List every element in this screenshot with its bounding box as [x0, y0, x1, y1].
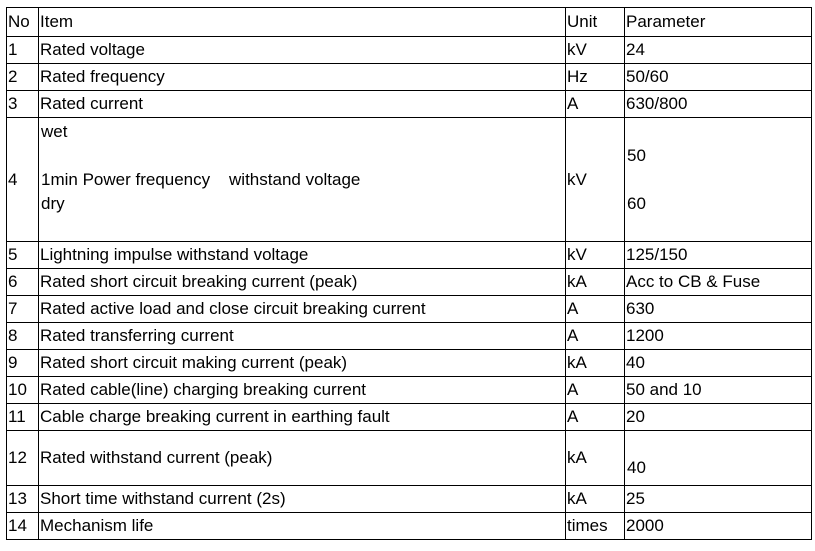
row-item: Rated current [39, 91, 566, 118]
row-item-wet: wet [41, 121, 68, 141]
row-unit: kA [566, 431, 625, 486]
row-no: 10 [7, 377, 39, 404]
row-parameter: 40 [625, 350, 812, 377]
header-unit: Unit [566, 8, 625, 37]
row-unit: A [566, 377, 625, 404]
row-no: 1 [7, 37, 39, 64]
row-unit: A [566, 323, 625, 350]
row-unit: A [566, 404, 625, 431]
row-parameter: 24 [625, 37, 812, 64]
table-row [7, 513, 812, 540]
row-parameter-wet: 50 [627, 145, 646, 165]
row-unit: A [566, 296, 625, 323]
row-parameter: 40 [627, 457, 646, 477]
row-parameter: 630 [625, 296, 812, 323]
table-row [7, 486, 812, 513]
table-row [7, 350, 812, 377]
table-row [7, 269, 812, 296]
row-item-dry: dry [41, 193, 65, 213]
row-no: 4 [7, 118, 39, 242]
row-item: Lightning impulse withstand voltage [39, 242, 566, 269]
table-row [7, 296, 812, 323]
row-no: 13 [7, 486, 39, 513]
table-row [7, 377, 812, 404]
row-unit: times [566, 513, 625, 540]
row-item: Rated short circuit breaking current (peak) [39, 269, 566, 296]
row-no: 12 [7, 431, 39, 486]
header-item: Item [39, 8, 566, 37]
table-row [7, 404, 812, 431]
table-row [7, 323, 812, 350]
table-row [7, 242, 812, 269]
row-item: Rated transferring current [39, 323, 566, 350]
row-no: 2 [7, 64, 39, 91]
row-item: Rated cable(line) charging breaking current [39, 377, 566, 404]
table-row [7, 64, 812, 91]
parameters-table [6, 7, 812, 540]
row-parameter: 1200 [625, 323, 812, 350]
table-row [7, 431, 812, 486]
row-item: Rated short circuit making current (peak) [39, 350, 566, 377]
row-unit: kA [566, 486, 625, 513]
row-parameter: 50/60 [625, 64, 812, 91]
row-item: Rated frequency [39, 64, 566, 91]
row-no: 8 [7, 323, 39, 350]
row-parameter-stack [625, 118, 812, 242]
table-row [7, 37, 812, 64]
row-item: Rated voltage [39, 37, 566, 64]
table-row [7, 118, 812, 242]
header-no: No [7, 8, 39, 37]
row-no: 3 [7, 91, 39, 118]
row-parameter: 50 and 10 [625, 377, 812, 404]
row-parameter: 630/800 [625, 91, 812, 118]
row-parameter: Acc to CB & Fuse [625, 269, 812, 296]
row-no: 5 [7, 242, 39, 269]
row-no: 7 [7, 296, 39, 323]
row-item: Mechanism life [39, 513, 566, 540]
row-unit: kV [566, 242, 625, 269]
row-parameter-cell [625, 431, 812, 486]
row-item: Short time withstand current (2s) [39, 486, 566, 513]
row-parameter-dry: 60 [627, 193, 646, 213]
row-no: 6 [7, 269, 39, 296]
row-unit: kA [566, 269, 625, 296]
row-item: Rated active load and close circuit breaking current [39, 296, 566, 323]
table-header-row [7, 8, 812, 37]
row-parameter: 2000 [625, 513, 812, 540]
table-row [7, 91, 812, 118]
row-unit: A [566, 91, 625, 118]
row-no: 14 [7, 513, 39, 540]
row-item-stack [39, 118, 566, 242]
row-item: 1min Power frequency withstand voltage [41, 169, 361, 189]
row-unit: kV [566, 37, 625, 64]
row-no: 9 [7, 350, 39, 377]
header-parameter: Parameter [625, 8, 812, 37]
row-item: Rated withstand current (peak) [39, 431, 566, 486]
row-parameter: 20 [625, 404, 812, 431]
row-no: 11 [7, 404, 39, 431]
row-unit: kA [566, 350, 625, 377]
row-unit: Hz [566, 64, 625, 91]
row-item: Cable charge breaking current in earthing fault [39, 404, 566, 431]
row-parameter: 25 [625, 486, 812, 513]
row-parameter: 125/150 [625, 242, 812, 269]
row-unit: kV [566, 118, 625, 242]
